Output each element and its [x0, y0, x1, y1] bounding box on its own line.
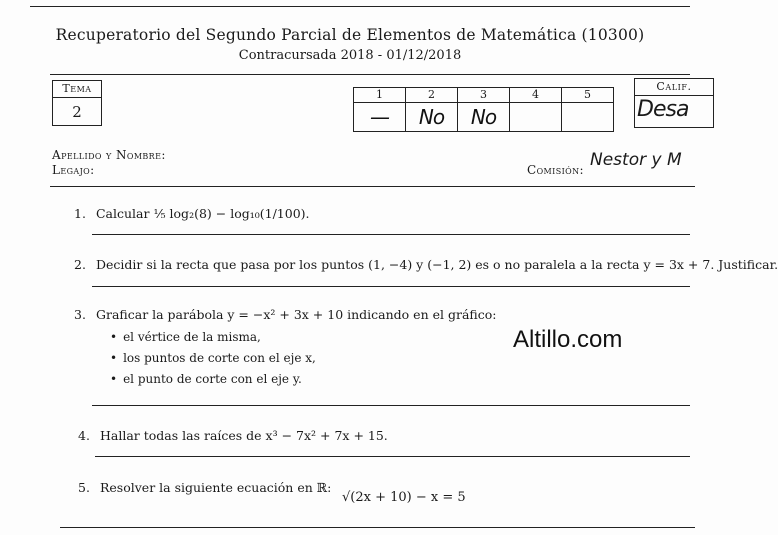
grade-mark-2: No [406, 103, 458, 132]
question-2-text: Decidir si la recta que pasa por los puntos (1, −4) y (−1, 2) es o no paralela a la recta y = 3x + 7. Justificar. [95, 257, 778, 272]
tema-value: 2 [72, 103, 82, 121]
question-3 [74, 307, 496, 322]
question-1-text: Calcular ⅕ log₂(8) − log₁₀(1/100). [95, 206, 310, 221]
grade-mark-1: — [354, 103, 406, 132]
grade-col-5: 5 [562, 88, 614, 103]
legajo-label: Legajo: [52, 163, 95, 177]
header-rule [50, 74, 690, 75]
question-1-number: 1. [74, 206, 86, 221]
apellido-label: Apellido y Nombre: [52, 148, 166, 162]
answer-rule-4 [95, 456, 690, 457]
calif-box [634, 78, 714, 128]
question-2-number: 2. [74, 257, 86, 272]
question-5-number: 5. [78, 480, 90, 495]
question-3-text: Graficar la parábola y = −x² + 3x + 10 indicando en el gráfico: [95, 307, 497, 322]
answer-rule-1 [92, 234, 690, 235]
bullet-x-intercepts: • los puntos de corte con el eje x, [110, 351, 316, 372]
bullet-vertex: • el vértice de la misma, [110, 330, 316, 351]
exam-title: Recuperatorio del Segundo Parcial de Elementos de Matemática (10300) [55, 26, 645, 44]
question-5 [78, 480, 331, 495]
question-4 [78, 428, 388, 443]
grade-mark-3: No [458, 103, 510, 132]
exam-subtitle: Contracursada 2018 - 01/12/2018 [238, 48, 462, 63]
grade-col-1: 1 [354, 88, 406, 103]
info-rule [50, 186, 695, 187]
answer-rule-3 [92, 405, 690, 406]
comision-value: Nestor y M [590, 150, 682, 170]
tema-label: Tema [53, 81, 101, 98]
question-4-number: 4. [78, 428, 90, 443]
question-2 [74, 257, 778, 272]
question-3-number: 3. [74, 307, 86, 322]
bottom-rule [60, 527, 695, 528]
question-3-bullets [110, 330, 316, 393]
grade-col-4: 4 [510, 88, 562, 103]
grade-mark-5 [562, 103, 614, 132]
grade-col-3: 3 [458, 88, 510, 103]
bullet-y-intercept: • el punto de corte con el eje y. [110, 372, 316, 393]
question-1 [74, 206, 310, 221]
tema-box [52, 80, 102, 126]
top-rule [30, 6, 690, 7]
comision-label: Comisión: [527, 163, 584, 177]
calif-label: Calif. [635, 79, 713, 96]
calif-value: Desa [637, 97, 689, 122]
answer-rule-2 [92, 286, 690, 287]
question-4-text: Hallar todas las raíces de x³ − 7x² + 7x + 15. [99, 428, 388, 443]
watermark: Altillo.com [513, 326, 623, 353]
grade-table [353, 87, 614, 132]
question-5-equation: √(2x + 10) − x = 5 [342, 490, 466, 505]
question-5-text: Resolver la siguiente ecuación en ℝ: [99, 480, 332, 495]
grade-mark-4 [510, 103, 562, 132]
grade-col-2: 2 [406, 88, 458, 103]
